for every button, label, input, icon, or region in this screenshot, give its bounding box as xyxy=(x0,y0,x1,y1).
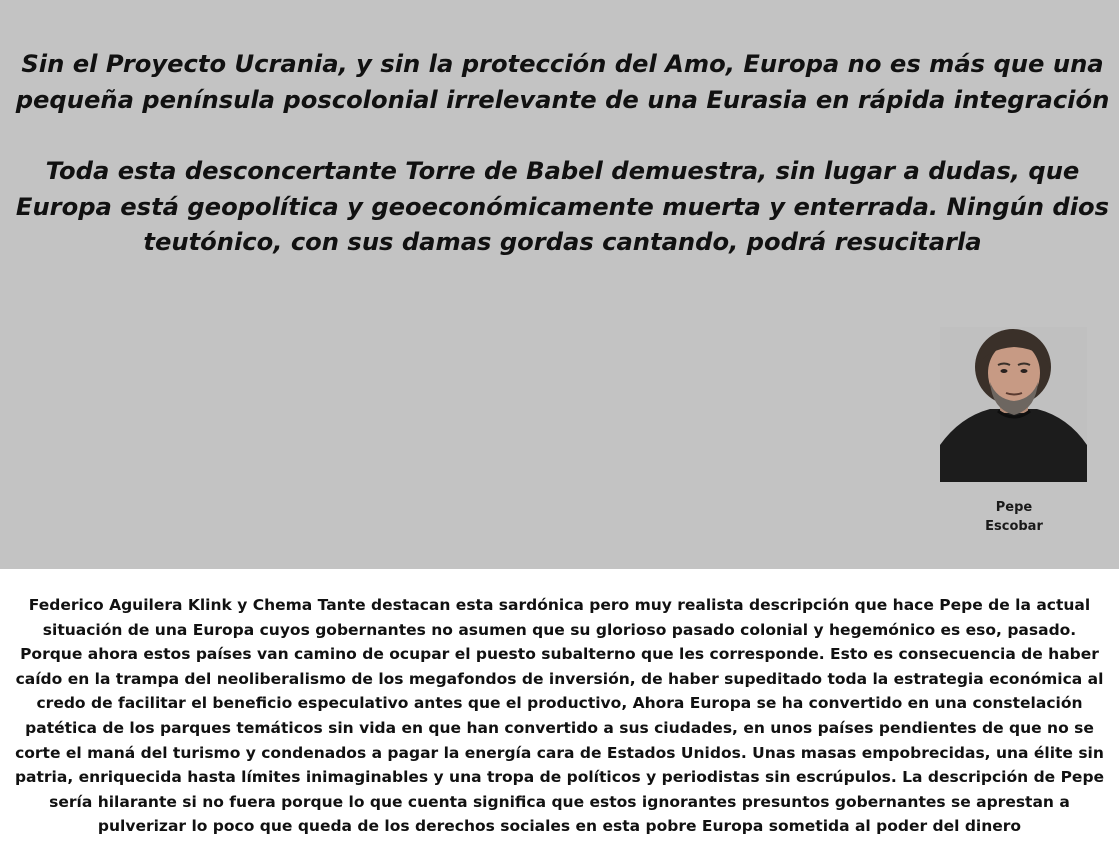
headline-quote-2: Toda esta desconcertante Torre de Babel demuestra, sin lugar a dudas, que Europa está geopolítica y geoeconómicamente muerta y enterrada. Ningún dios teutónico, con sus damas gordas cantando, podrá resucitarla xyxy=(15,157,1110,256)
commentary-paragraph: Federico Aguilera Klink y Chema Tante destacan esta sardónica pero muy realista descripción que hace Pepe de la actual situación de una Europa cuyos gobernantes no asumen que su glorioso pasado colonial y hegemónico es eso, pasado. Porque ahora estos países van camino de ocupar el puesto subalterno que les corresponde. Esto es consecuencia de haber caído en la trampa del neoliberalismo de los megafondos de inversión, de haber supeditado toda la estrategia económica al credo de facilitar el beneficio especulativo antes que el productivo, Ahora Europa se ha convertido en una constelación patética de los parques temáticos sin vida en que han convertido a sus ciudades, en unos países pendientes de que no se corte el maná del turismo y condenados a pagar la energía cara de Estados Unidos. Unas masas empobrecidas, una élite sin patria, enriquecida hasta límites inimaginables y una tropa de políticos y periodistas sin escrúpulos. La descripción de Pepe sería hilarante si no fuera porque lo que cuenta significa que estos ignorantes presuntos gobernantes se aprestan a pulverizar lo poco que queda de los derechos sociales en esta pobre Europa sometida al poder del dinero xyxy=(14,596,1105,836)
author-caption xyxy=(955,498,1073,536)
author-first-name: Pepe xyxy=(995,500,1033,515)
author-last-name: Escobar xyxy=(985,519,1043,534)
headline-quote-1: Sin el Proyecto Ucrania, y sin la protección del Amo, Europa no es más que una pequeña península poscolonial irrelevante de una Eurasia en rápida integración xyxy=(15,50,1110,114)
author-portrait xyxy=(940,327,1087,482)
